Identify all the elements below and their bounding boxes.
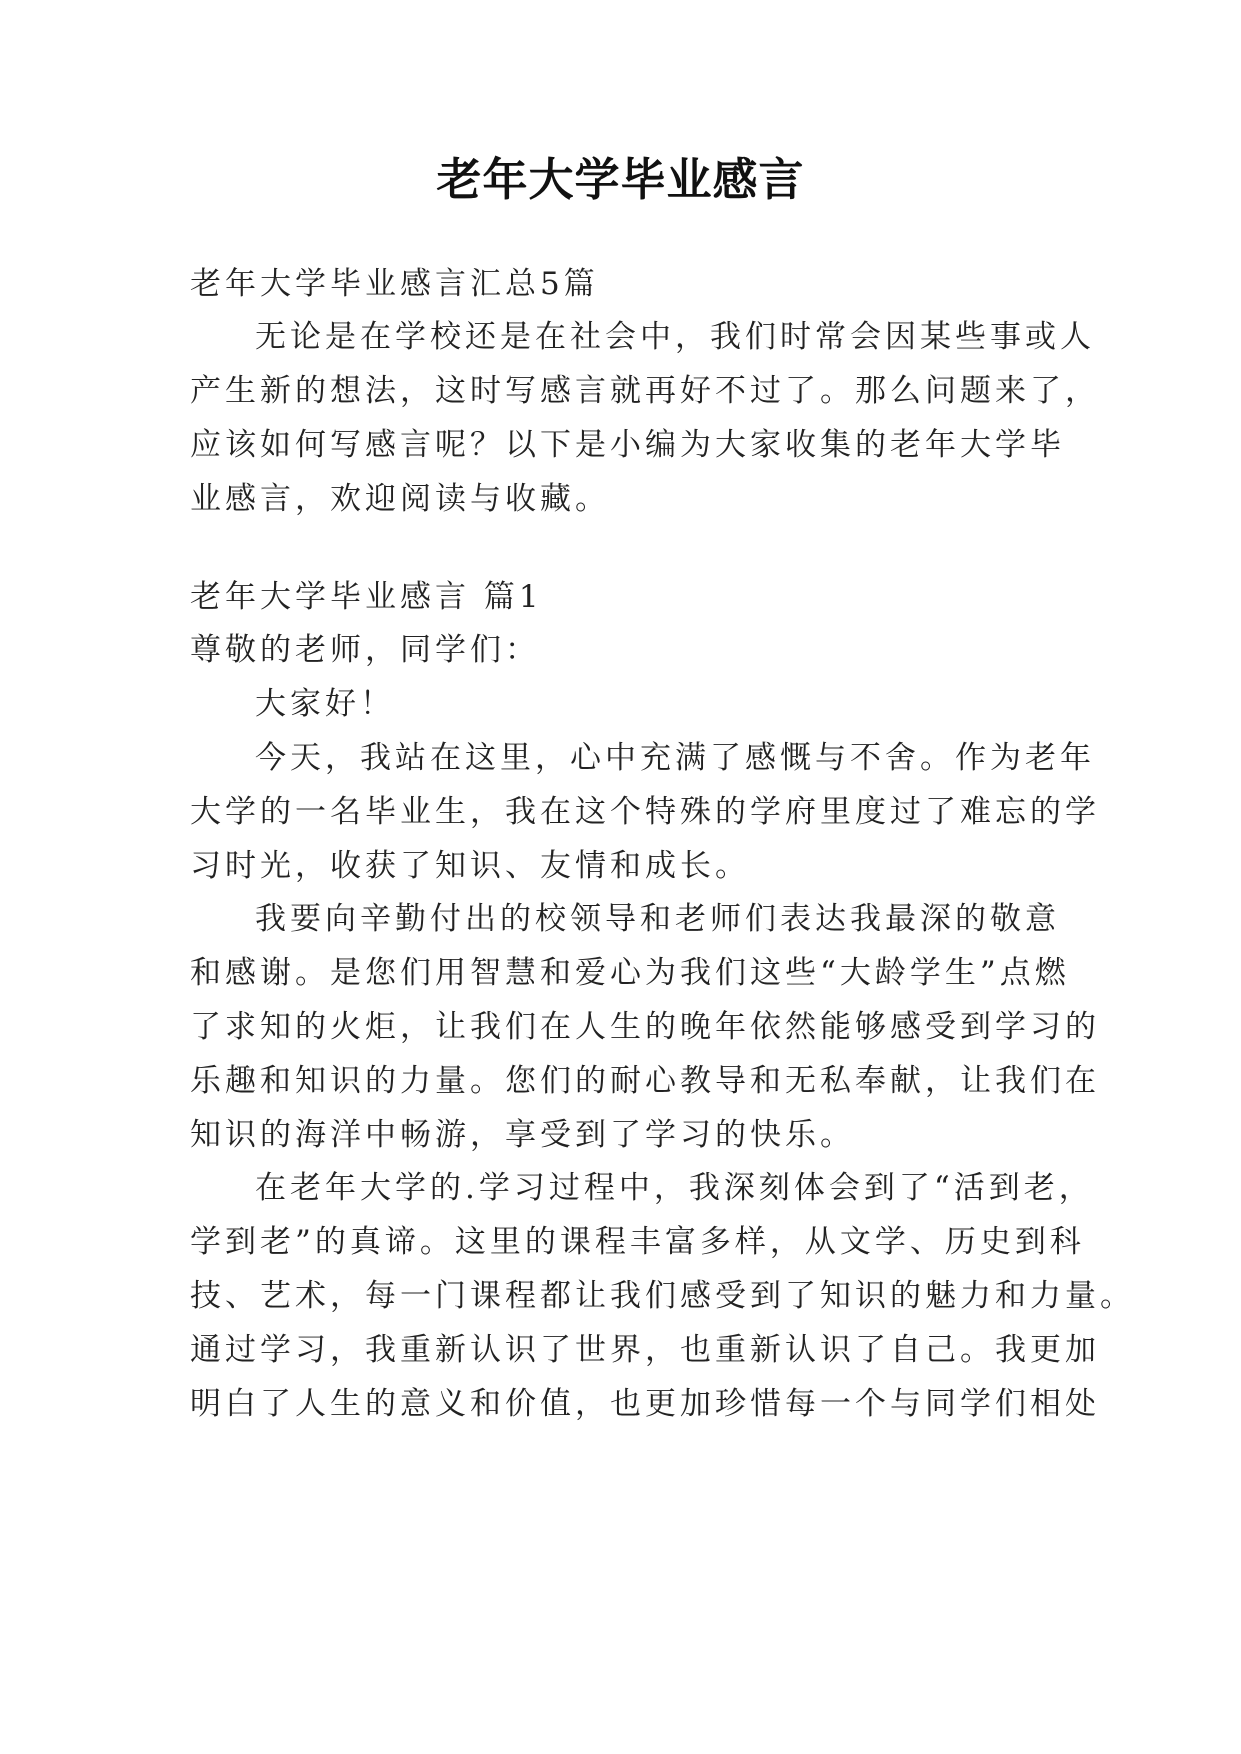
body-line-4: 我要向辛勤付出的校领导和老师们表达我最深的敬意 (255, 901, 1060, 937)
intro-line-4: 业感言，欢迎阅读与收藏。 (190, 481, 610, 517)
intro-line-2: 产生新的想法，这时写感言就再好不过了。那么问题来了， (190, 373, 1100, 409)
body-line-2: 大学的一名毕业生，我在这个特殊的学府里度过了难忘的学 (190, 794, 1100, 830)
body-line-6: 了求知的火炬，让我们在人生的晚年依然能够感受到学习的 (190, 1009, 1100, 1045)
document-title: 老年大学毕业感言 (436, 153, 805, 206)
subtitle-line: 老年大学毕业感言汇总5篇 (190, 266, 599, 302)
section-heading: 老年大学毕业感言 篇1 (190, 579, 543, 615)
intro-line-1: 无论是在学校还是在社会中，我们时常会因某些事或人 (255, 319, 1095, 355)
body-line-7: 乐趣和知识的力量。您们的耐心教导和无私奉献，让我们在 (190, 1063, 1100, 1099)
body-line-12: 通过学习，我重新认识了世界，也重新认识了自己。我更加 (190, 1332, 1100, 1368)
body-line-5: 和感谢。是您们用智慧和爱心为我们这些“大龄学生”点燃 (190, 955, 1070, 991)
greeting-line: 大家好！ (255, 686, 395, 722)
intro-line-3: 应该如何写感言呢？以下是小编为大家收集的老年大学毕 (190, 427, 1065, 463)
salutation-line: 尊敬的老师，同学们： (190, 632, 540, 668)
body-line-9: 在老年大学的.学习过程中，我深刻体会到了“活到老， (255, 1170, 1094, 1206)
body-line-1: 今天，我站在这里，心中充满了感慨与不舍。作为老年 (255, 740, 1095, 776)
body-line-11: 技、艺术，每一门课程都让我们感受到了知识的魅力和力量。 (190, 1278, 1135, 1314)
body-line-13: 明白了人生的意义和价值，也更加珍惜每一个与同学们相处 (190, 1386, 1100, 1422)
body-line-3: 习时光，收获了知识、友情和成长。 (190, 848, 750, 884)
body-line-10: 学到老”的真谛。这里的课程丰富多样，从文学、历史到科 (190, 1224, 1085, 1260)
body-line-8: 知识的海洋中畅游，享受到了学习的快乐。 (190, 1117, 855, 1153)
